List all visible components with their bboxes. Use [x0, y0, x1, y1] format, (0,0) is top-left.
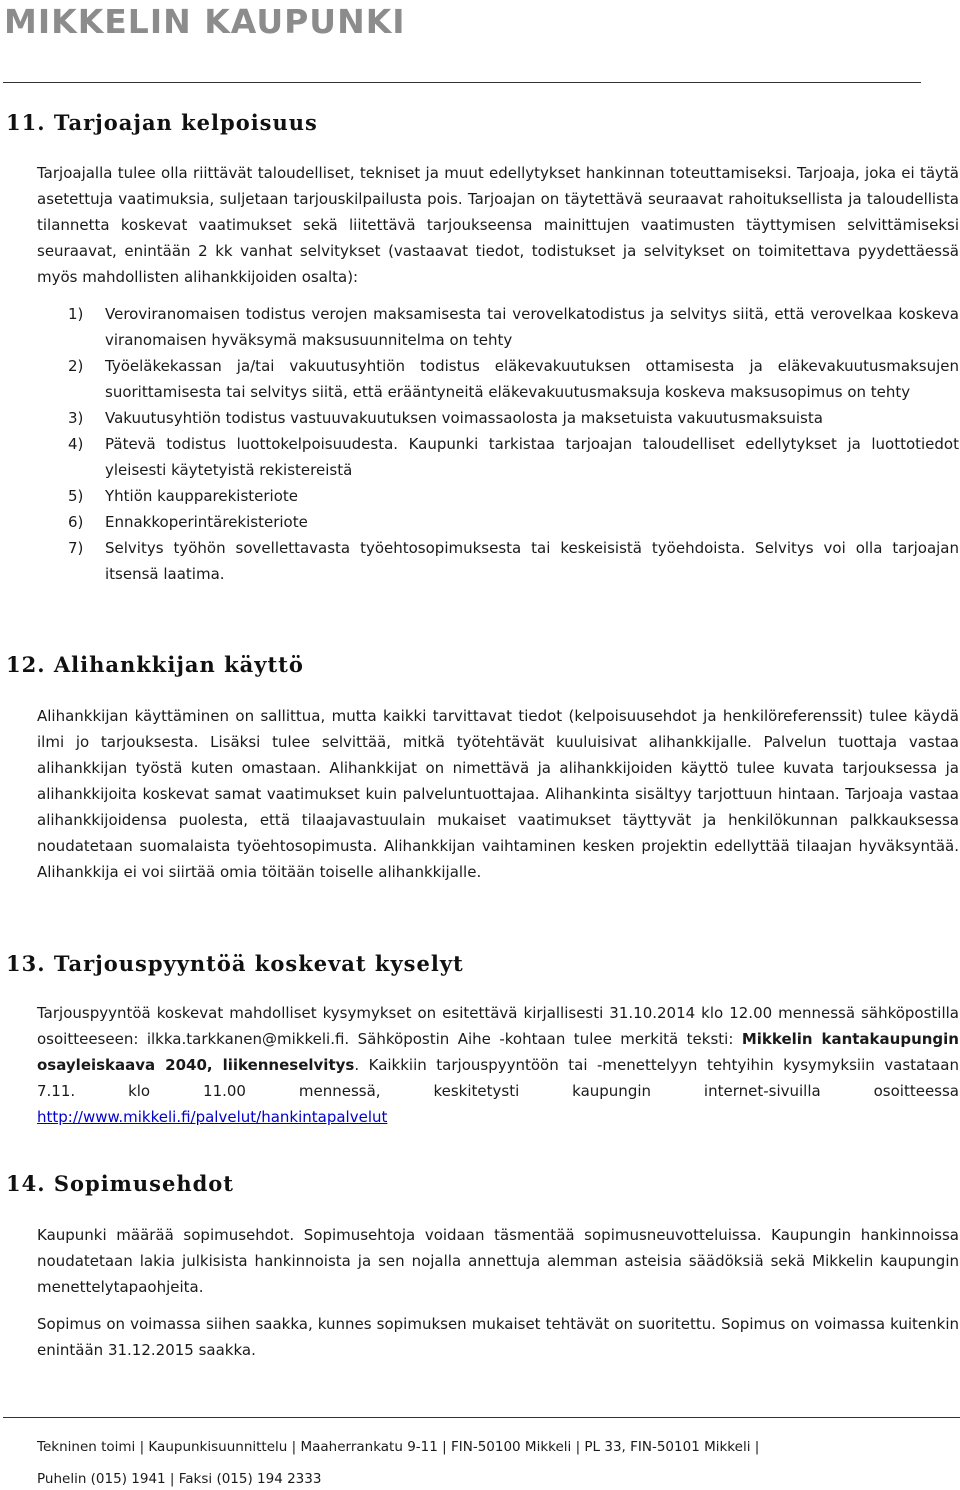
list-item: 1) Veroviranomaisen todistus verojen maksamisesta tai verovelkatodistus ja selvitys siitä, että verovelkaa koskeva viranomaisen hyväksymä maksusuunnitelma on tehty	[68, 305, 959, 349]
section-13-body: Tarjouspyyntöä koskevat mahdolliset kysymykset on esitettävä kirjallisesti 31.10.2014 klo 12.00 mennessä sähköpostilla osoitteeseen: ilkka.tarkkanen@mikkeli.fi. Sähköpostin Aihe -kohtaan tulee merkitä teksti: Mikkelin kantakaupungin osayleiskaava 2040, liikenneselvitys. Kaikkiin tarjouspyyntöön tai -menettelyyn tehtyihin kysymyksiin vastataan 7.11. klo 11.00 mennessä, keskitetysti kaupungin internet-sivuilla osoitteessa http://www.mikkeli.fi/palvelut/hankintapalvelut	[37, 1004, 959, 1126]
list-item: 2) Työeläkekassan ja/tai vakuutusyhtiön todistus eläkevakuutuksen ottamisesta ja eläkevakuutusmaksujen suorittamisesta tai selvitys siitä, että erääntyneitä eläkevakuutusmaksuja koskeva maksusopimus on tehty	[68, 357, 959, 401]
list-item: 5) Yhtiön kaupparekisteriote	[68, 487, 298, 505]
list-item: 4) Pätevä todistus luottokelpoisuudesta. Kaupunki tarkistaa tarjoajan taloudelliset edellytykset ja luottotiedot yleisesti käytetyistä rekistereistä	[68, 435, 959, 479]
footer-contact: Puhelin (015) 1941 | Faksi (015) 194 2333	[37, 1471, 322, 1487]
section-13-heading: 13. Tarjouspyyntöä koskevat kyselyt	[6, 951, 464, 976]
section-11-heading: 11. Tarjoajan kelpoisuus	[6, 110, 318, 135]
section-14-para-1: Kaupunki määrää sopimusehdot. Sopimusehtoja voidaan täsmentää sopimusneuvotteluissa. Kaupungin hankinnoissa noudatetaan lakia julkisista hankinnoista ja sen nojalla annettuja alemman asteisia säädöksiä sekä Mikkelin kaupungin menettelytapaohjeita.	[37, 1226, 959, 1296]
footer-address: Tekninen toimi | Kaupunkisuunnittelu | Maaherrankatu 9-11 | FIN-50100 Mikkeli | PL 33, FIN-50101 Mikkeli |	[37, 1439, 760, 1455]
list-item: 7) Selvitys työhön sovellettavasta työehtosopimuksesta tai keskeisistä työehdoista. Selvitys voi olla tarjoajan itsensä laatima.	[68, 539, 959, 583]
section-14-para-2: Sopimus on voimassa siihen saakka, kunnes sopimuksen mukaiset tehtävät on suoritettu. Sopimus on voimassa kuitenkin enintään 31.12.2015 saakka.	[37, 1315, 959, 1359]
list-item: 6) Ennakkoperintärekisteriote	[68, 513, 308, 531]
procurement-link[interactable]: http://www.mikkeli.fi/palvelut/hankintapalvelut	[37, 1108, 388, 1126]
header-divider	[3, 82, 921, 83]
section-14-heading: 14. Sopimusehdot	[6, 1171, 235, 1196]
section-12-body: Alihankkijan käyttäminen on sallittua, mutta kaikki tarvittavat tiedot (kelpoisuusehdot ja henkilöreferenssit) tulee käydä ilmi jo tarjouksesta. Lisäksi tulee selvittää, mitkä työtehtävät kuuluisivat alihankkijalle. Palvelun tuottaja vastaa alihankkijan työstä kuten omastaan. Alihankkijat on nimettävä ja alihankkijoiden käyttö tulee kuvata tarjouksessa ja alihankkijoita koskevat samat vaatimukset kuin palveluntuottajaa. Alihankinta sisältyy tarjottuun hintaan. Tarjoaja vastaa alihankkijoidensa puolesta, että tilaajavastuulain mukaiset vaatimukset täyttyvät ja henkilökunnan palkkauksessa noudatetaan suomalaista työehtosopimusta. Alihankkijan vaihtaminen kesken projektin edellyttää tilaajan hyväksyntää. Alihankkija ei voi siirtää omia töitään toiselle alihankkijalle.	[37, 707, 959, 881]
section-11-intro: Tarjoajalla tulee olla riittävät taloudelliset, tekniset ja muut edellytykset hankinnan toteuttamiseksi. Tarjoaja, joka ei täytä asetettuja vaatimuksia, suljetaan tarjouskilpailusta pois. Tarjoajan on täytettävä seuraavat rahoituksellista ja taloudellista tilannetta koskevat vaatimukset sekä liitettävä tarjoukseensa mainittujen vaatimusten täyttymisen selvittämiseksi seuraavat, enintään 2 kk vanhat selvitykset (vastaavat tiedot, todistukset ja selvitykset on toimitettava pyydettäessä myös mahdollisten alihankkijoiden osalta):	[37, 164, 959, 286]
footer-divider	[3, 1417, 960, 1418]
section-12-heading: 12. Alihankkijan käyttö	[6, 652, 304, 677]
mikkeli-logo: MIKKELIN KAUPUNKI	[4, 2, 406, 41]
requirements-list	[68, 301, 959, 587]
email-subject-text: Mikkelin kantakaupungin osayleiskaava 2040, liikenneselvitys	[37, 1030, 959, 1074]
list-item: 3) Vakuutusyhtiön todistus vastuuvakuutuksen voimassaolosta ja maksetuista vakuutusmaksuista	[68, 409, 823, 427]
